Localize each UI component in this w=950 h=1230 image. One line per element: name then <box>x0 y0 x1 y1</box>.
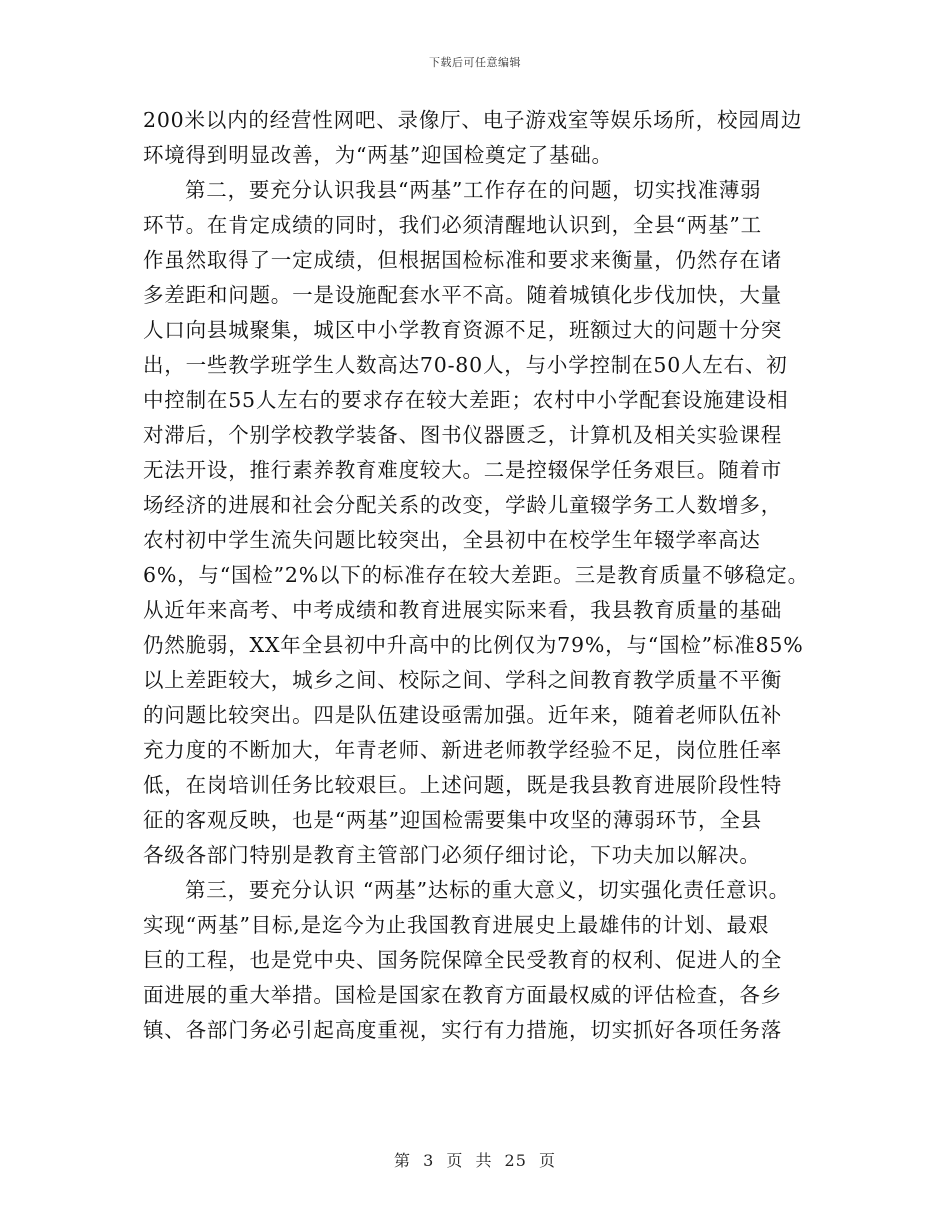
text-line-7: 人口向县城聚集，城区中小学教育资源不足，班额过大的问题十分突 <box>143 318 782 342</box>
page-number: 第 3 页 共 25 页 <box>394 1151 556 1170</box>
text-line-6: 多差距和问题。一是设施配套水平不高。随着城镇化步伐加快，大量 <box>143 283 782 307</box>
page-header: 下载后可任意编辑 <box>429 56 521 69</box>
text-line-8: 出，一些教学班学生人数高达70-80人，与小学控制在50人左右、初 <box>143 353 788 377</box>
text-line-16: 仍然脆弱，XX年全县初中升高中的比例仅为79%，与“国检”标准85% <box>143 633 804 657</box>
text-line-26: 面进展的重大举措。国检是国家在教育方面最权威的评估检查，各乡 <box>143 983 782 1007</box>
text-line-13: 农村初中学生流失问题比较突出，全县初中在校学生年辍学率高达 <box>143 528 761 552</box>
text-line-2: 环境得到明显改善，为“两基”迎国检奠定了基础。 <box>143 143 613 167</box>
text-line-11: 无法开设，推行素养教育难度较大。二是控辍保学任务艰巨。随着市 <box>143 458 782 482</box>
paragraph-start-line: 第二，要充分认识我县“两基”工作存在的问题，切实找准薄弱 <box>185 178 762 202</box>
text-line-14: 6%，与“国检”2%以下的标准存在较大差距。三是教育质量不够稳定。 <box>143 563 809 587</box>
text-line-4: 环节。在肯定成绩的同时，我们必须清醒地认识到，全县“两基”工 <box>143 213 762 237</box>
text-line-27: 镇、各部门务必引起高度重视，实行有力措施，切实抓好各项任务落 <box>143 1018 782 1042</box>
text-line-10: 对滞后，个别学校教学装备、图书仪器匮乏，计算机及相关实验课程 <box>143 423 782 447</box>
text-line-9: 中控制在55人左右的要求存在较大差距；农村中小学配套设施建设相 <box>143 388 789 412</box>
text-line-5: 作虽然取得了一定成绩，但根据国检标准和要求来衡量，仍然存在诸 <box>143 248 782 272</box>
text-line-18: 的问题比较突出。四是队伍建设亟需加强。近年来，随着老师队伍补 <box>143 703 782 727</box>
paragraph-start-line: 第三，要充分认识 “两基”达标的重大意义，切实强化责任意识。 <box>185 878 790 902</box>
text-line-21: 征的客观反映，也是“两基”迎国检需要集中攻坚的薄弱环节，全县 <box>143 808 762 832</box>
text-line-17: 以上差距较大，城乡之间、校际之间、学科之间教育教学质量不平衡 <box>143 668 782 692</box>
text-line-25: 巨的工程，也是党中央、国务院保障全民受教育的权利、促进人的全 <box>143 948 782 972</box>
text-line-24: 实现“两基”目标,是迄今为止我国教育进展史上最雄伟的计划、最艰 <box>143 913 770 937</box>
text-line-22: 各级各部门特别是教育主管部门必须仔细讨论，下功夫加以解决。 <box>143 843 761 867</box>
text-line-15: 从近年来高考、中考成绩和教育进展实际来看，我县教育质量的基础 <box>143 598 782 622</box>
text-line-12: 场经济的进展和社会分配关系的改变，学龄儿童辍学务工人数增多， <box>143 493 782 517</box>
text-line-19: 充力度的不断加大，年青老师、新进老师教学经验不足，岗位胜任率 <box>143 738 782 762</box>
text-line-20: 低，在岗培训任务比较艰巨。上述问题，既是我县教育进展阶段性特 <box>143 773 782 797</box>
text-line-1: 200米以内的经营性网吧、录像厅、电子游戏室等娱乐场所，校园周边 <box>143 108 803 132</box>
